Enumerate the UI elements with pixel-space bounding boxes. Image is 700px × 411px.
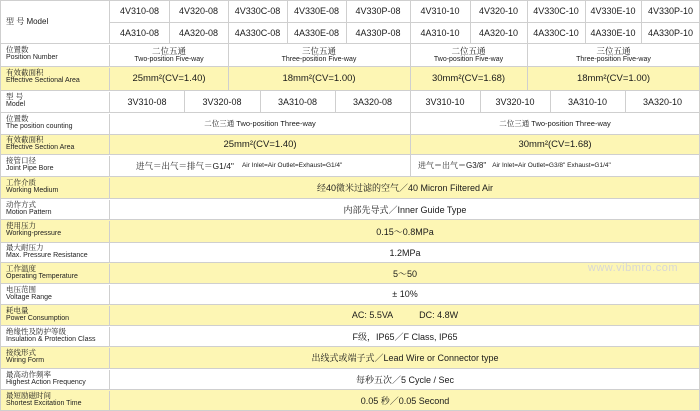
position-value: 二位五通 Two-position Five-way [433,45,504,63]
model-cell: 3A320-10 [642,96,683,107]
row-label: 位置数 The position counting [0,114,110,134]
model-cell: 4A330C-08 [234,27,281,38]
model-cell: 4A330P-10 [647,27,694,38]
joint-pipe-bore-row [0,155,700,176]
model-cell: 4A330E-08 [293,27,340,38]
model-cell: 4A320-08 [178,27,219,38]
model-cell: 4A330C-10 [533,27,579,38]
row-label: 工作介质 Working Medium [0,178,110,198]
model-cell: 3V320-08 [202,96,242,107]
working-medium-value: 经40微米过滤的空气／40 Micron Filtered Air [316,183,494,193]
motion-pattern-value: 内部先导式／Inner Guide Type [343,204,467,215]
model-cell: 4A330P-08 [355,27,401,38]
area-value: 18mm²(CV=1.00) [282,73,356,84]
pipe-bore-value: 进气＝出气＝G3/8" Air Inlet=Air Outlet=G3/8" Exhaust=G1/4" [418,161,611,170]
working-pressure-row [0,220,700,242]
model-cell: 3A310-08 [277,96,318,107]
header-model-row [0,0,700,43]
model-cell: 4A330E-10 [590,27,636,38]
model-cell: 4V330C-08 [234,6,281,16]
highest-frequency-row [0,369,700,389]
effective-area-row [0,67,700,90]
power-consumption-value: AC: 5.5VA DC: 4.8W [351,310,459,320]
row-label: 绝缘性及防护等级 Insulation & Protection Class [0,327,110,346]
max-pressure-value: 1.2MPa [389,247,421,258]
row-label: 耗电量 Power Consumption [0,306,110,325]
shortest-excitation-value: 0.05 秒／0.05 Second [360,395,450,406]
insulation-value: F级，IP65／F Class, IP65 [352,331,458,342]
model-cell: 4A320-10 [478,27,519,38]
working-pressure-value: 0.15～0.8MPa [376,226,434,237]
voltage-range-value: ± 10% [392,289,418,299]
model-cell: 4V330P-08 [355,6,401,16]
position-counting-row [0,113,700,134]
area-value: 25mm²(CV=1.40) [132,73,206,84]
position-number-row [0,43,700,66]
model-cell: 4A310-08 [119,27,160,38]
row-label: 最短励磁时间 Shortest Excitation Time [0,391,110,410]
model-cell: 4V330P-10 [647,6,694,16]
model-row-3way [0,91,700,112]
row-label: 有效截面积 Effective Sectional Area [0,68,110,90]
area-value: 18mm²(CV=1.00) [576,73,651,84]
area-value: 25mm²(CV=1.40) [223,139,297,150]
area-value: 30mm²(CV=1.68) [518,139,592,150]
row-label: 有效截面积 Effective Section Area [0,135,110,154]
model-cell: 4V310-08 [119,6,160,16]
model-label: 型 号 Model [6,17,49,26]
row-label: 电压范围 Voltage Range [0,285,110,304]
area-value: 30mm²(CV=1.68) [431,73,506,84]
model-cell: 3A320-08 [352,96,393,107]
pipe-bore-value: 进气＝出气＝排气＝G1/4" Air Inlet=Air Outlet=Exhaust=G1/4" [136,160,343,171]
row-label: 接管口径 Joint Pipe Bore [0,156,110,176]
model-cell: 3A310-10 [567,96,608,107]
model-cell: 3V310-08 [127,96,167,107]
model-cell: 4A310-10 [420,27,460,38]
max-pressure-row [0,243,700,262]
position-value: 三位五通 Three-position Five-way [281,45,357,63]
model-cell: 3V310-10 [425,96,465,107]
model-label-cell [0,0,110,43]
working-medium-row [0,177,700,198]
effective-section-row [0,135,700,154]
model-cell: 4V330E-10 [590,6,636,16]
position-value: 三位五通 Three-position Five-way [576,45,651,63]
position-value: 二位五通 Two-position Five-way [134,45,204,63]
shortest-excitation-row [0,390,700,410]
row-label: 接线形式 Wiring Form [0,348,110,368]
model-cell: 4V310-10 [420,6,460,16]
row-label: 工作温度 Operating Temperature [0,264,110,283]
insulation-row [0,326,700,346]
wiring-form-row [0,347,700,368]
row-label: 型 号 Model [0,92,110,112]
watermark: www.vibmro.com [587,262,678,274]
position-counting-value: 二位三通 Two-position Three-way [499,119,611,128]
row-label: 最大耐压力 Max. Pressure Resistance [0,243,110,262]
row-label: 位置数 Position Number [0,45,110,66]
wiring-form-value: 出线式或端子式／Lead Wire or Connector type [311,353,499,363]
row-label: 动作方式 Motion Pattern [0,200,110,219]
operating-temperature-value: 5～50 [392,268,418,279]
power-consumption-row [0,305,700,325]
row-label: 最高动作频率 Highest Action Frequency [0,370,110,389]
highest-frequency-value: 每秒五次／5 Cycle / Sec [355,374,455,385]
motion-pattern-row [0,199,700,219]
model-cell: 4V330C-10 [533,6,579,16]
position-counting-value: 二位三通 Two-position Three-way [204,119,316,128]
model-cell: 4V320-08 [178,6,219,16]
row-label: 使用压力 Working-pressure [0,221,110,242]
model-cell: 3V320-10 [495,96,535,107]
voltage-range-row [0,284,700,304]
model-cell: 4V320-10 [478,6,519,16]
model-cell: 4V330E-08 [293,6,340,16]
